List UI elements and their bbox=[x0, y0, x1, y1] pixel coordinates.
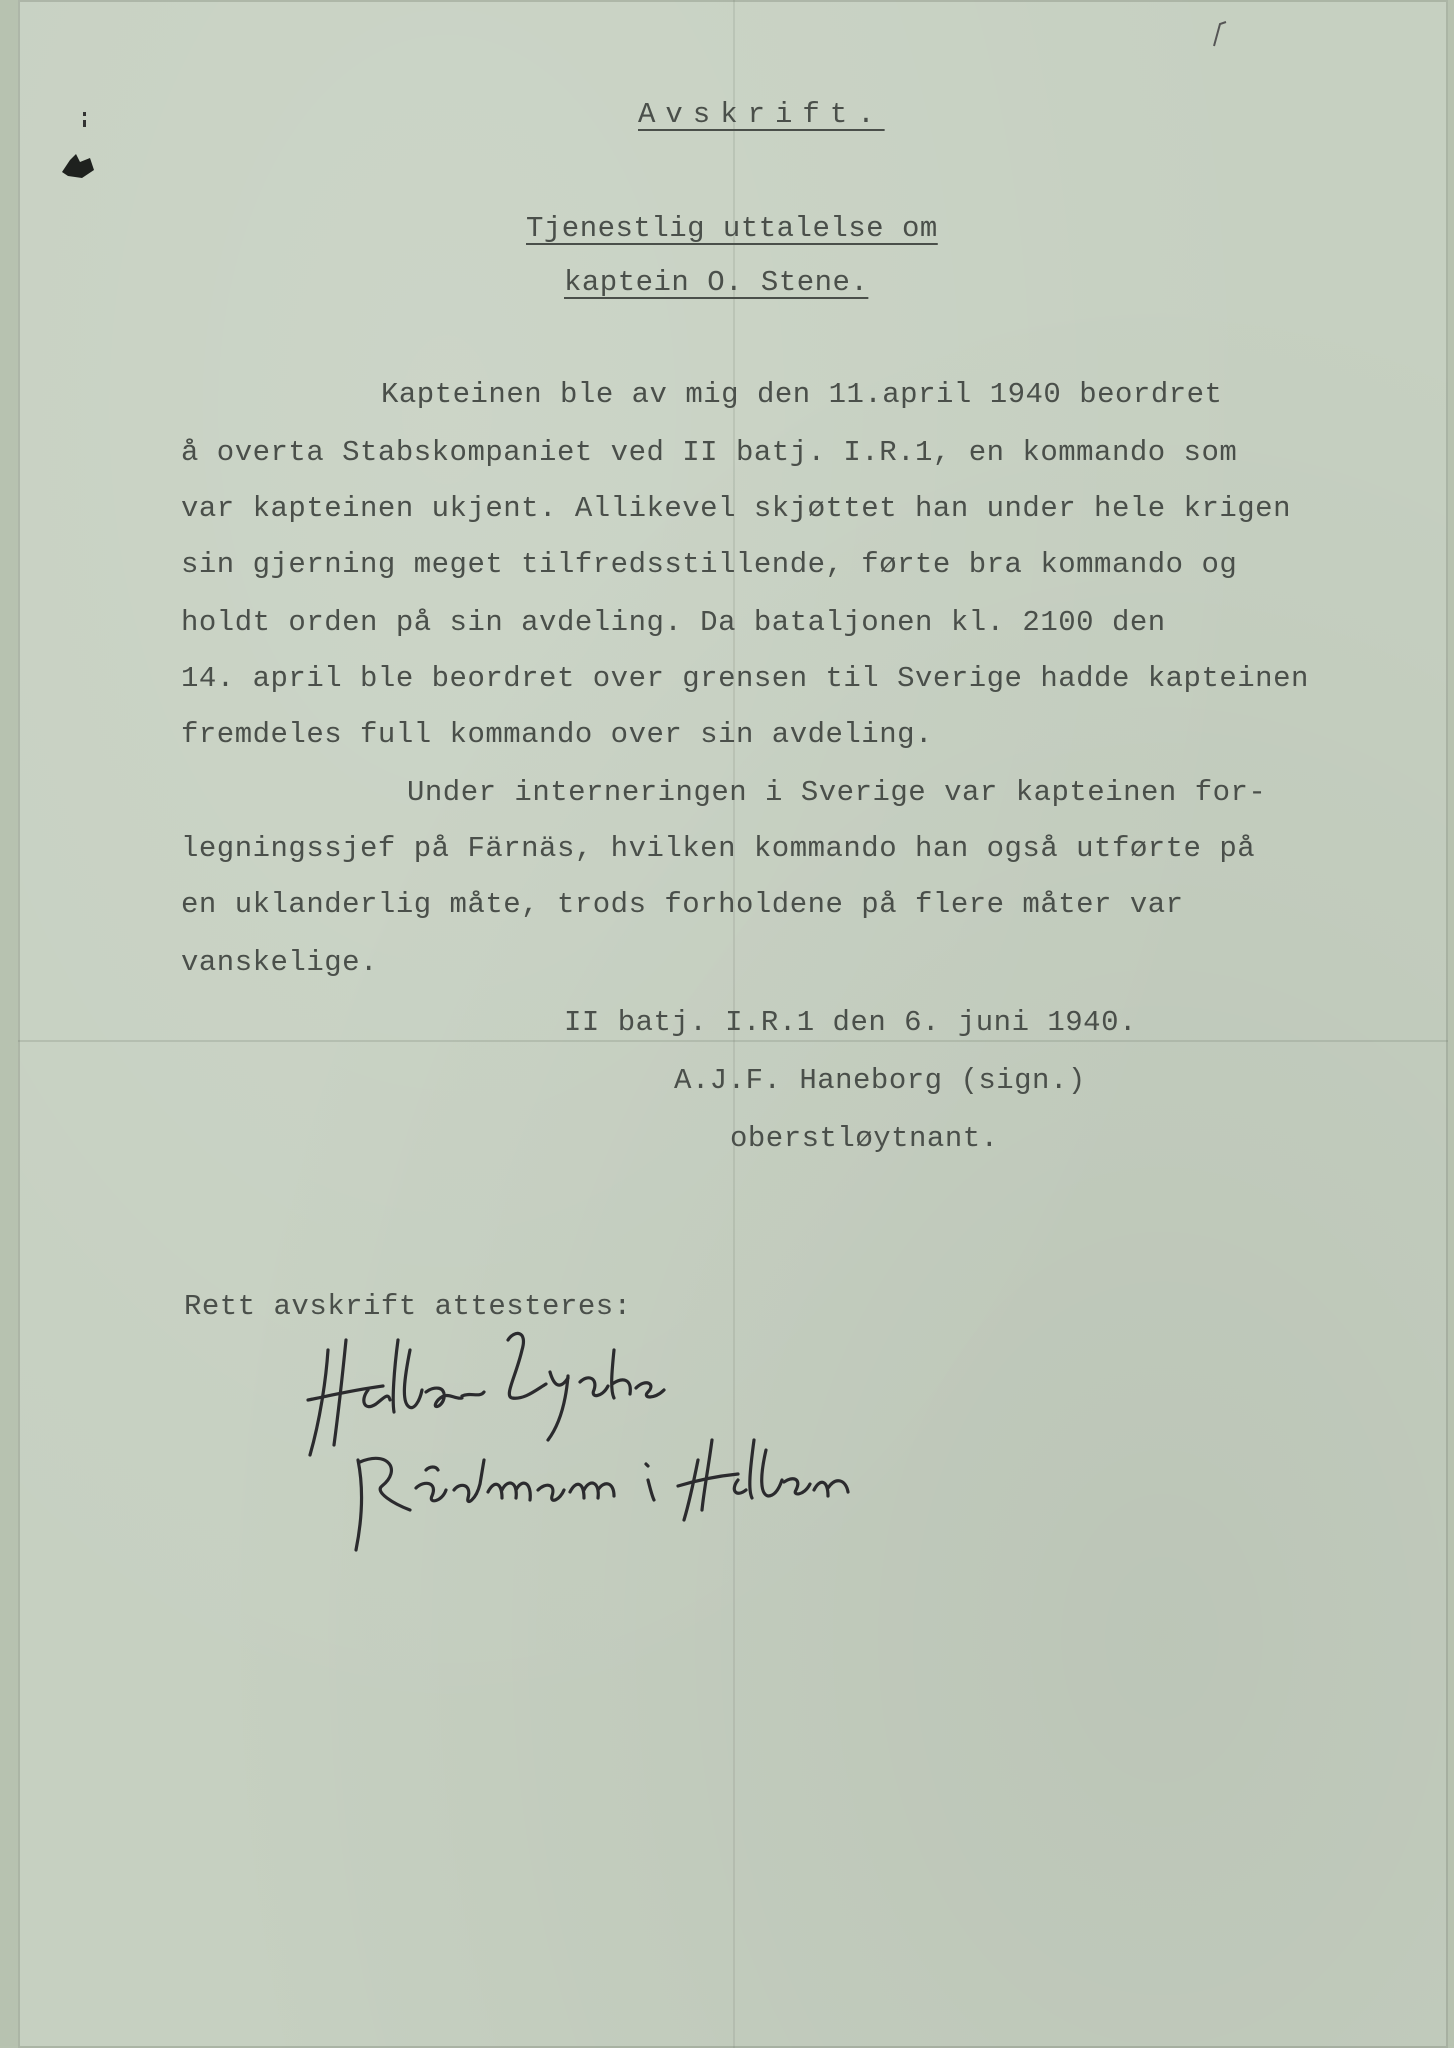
body-line: å overta Stabskompaniet ved II batj. I.R.1, en kommando som bbox=[181, 436, 1238, 469]
subtitle-line-1: Tjenestlig uttalelse om bbox=[526, 212, 938, 245]
body-line: Under interneringen i Sverige var kapteinen for- bbox=[407, 776, 1267, 809]
body-line: fremdeles full kommando over sin avdeling. bbox=[181, 718, 933, 751]
ink-blot-mark bbox=[60, 152, 96, 180]
document-title: Avskrift. bbox=[638, 98, 885, 131]
closing-rank: oberstløytnant. bbox=[730, 1122, 999, 1155]
closing-signer: A.J.F. Haneborg (sign.) bbox=[674, 1064, 1086, 1097]
handwritten-signature-image bbox=[298, 1320, 878, 1560]
ink-speck-mark bbox=[82, 112, 88, 128]
body-line: vanskelige. bbox=[181, 946, 378, 979]
body-line: Kapteinen ble av mig den 11.april 1940 beordret bbox=[381, 378, 1223, 411]
attestation-text: Rett avskrift attesteres: bbox=[184, 1290, 632, 1323]
subtitle-line-2: kaptein O. Stene. bbox=[564, 266, 869, 299]
corner-pencil-mark bbox=[1206, 20, 1236, 50]
body-line: legningssjef på Färnäs, hvilken kommando han også utførte på bbox=[181, 832, 1256, 865]
closing-place-date: II batj. I.R.1 den 6. juni 1940. bbox=[564, 1006, 1137, 1039]
document-page bbox=[18, 0, 1448, 2048]
body-line: var kapteinen ukjent. Allikevel skjøttet han under hele krigen bbox=[181, 492, 1291, 525]
body-line: holdt orden på sin avdeling. Da bataljonen kl. 2100 den bbox=[181, 606, 1166, 639]
body-line: en uklanderlig måte, trods forholdene på flere måter var bbox=[181, 888, 1184, 921]
body-line: 14. april ble beordret over grensen til Sverige hadde kapteinen bbox=[181, 662, 1309, 695]
body-line: sin gjerning meget tilfredsstillende, førte bra kommando og bbox=[181, 548, 1238, 581]
